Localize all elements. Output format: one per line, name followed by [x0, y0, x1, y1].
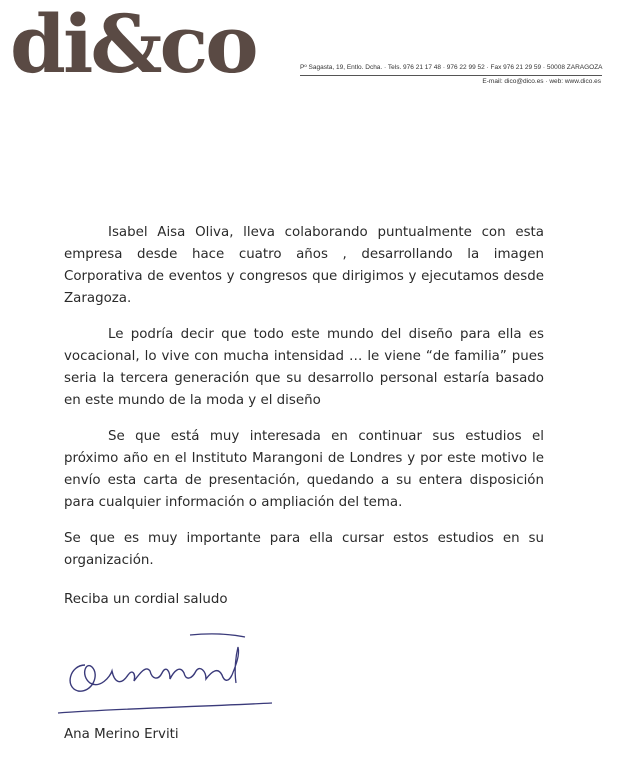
handwritten-signature: [50, 625, 290, 725]
letter-paragraph-4: Se que es muy importante para ella cursar estos estudios en su organización.: [64, 531, 544, 568]
letter-closing: Reciba un cordial saludo: [64, 592, 228, 607]
letter-paragraph-1: Isabel Aisa Oliva, lleva colaborando puntualmente con esta empresa desde hace cuatro años , desarrollando la imagen Corporativa de eventos y congresos que dirigimos y ejecutamos desde Zaragoza.: [64, 225, 544, 306]
letter-paragraph-2: Le podría decir que todo este mundo del diseño para ella es vocacional, lo vive con mucha intensidad … le viene “de familia” pues seria la tercera generación que su desarrollo personal estaría basado en este mundo de la moda y el diseño: [64, 327, 544, 408]
letterhead-divider: [300, 75, 602, 76]
signer-name: Ana Merino Erviti: [64, 727, 179, 742]
letterhead-address: Pº Sagasta, 19, Entlo. Dcha. · Tels. 976 21 17 48 · 976 22 99 52 · Fax 976 21 29 59 · 50008 ZARAGOZA: [300, 64, 603, 71]
letter-paragraph-3: Se que está muy interesada en continuar sus estudios el próximo año en el Instituto Marangoni de Londres y por este motivo le envío esta carta de presentación, quedando a su entera disposición para cualquier información o ampliación del tema.: [64, 429, 544, 510]
company-logo: di&co: [10, 0, 256, 91]
letterhead-contact: E-mail: dico@dico.es · web: www.dico.es: [482, 78, 601, 85]
letter-body: [64, 222, 544, 586]
